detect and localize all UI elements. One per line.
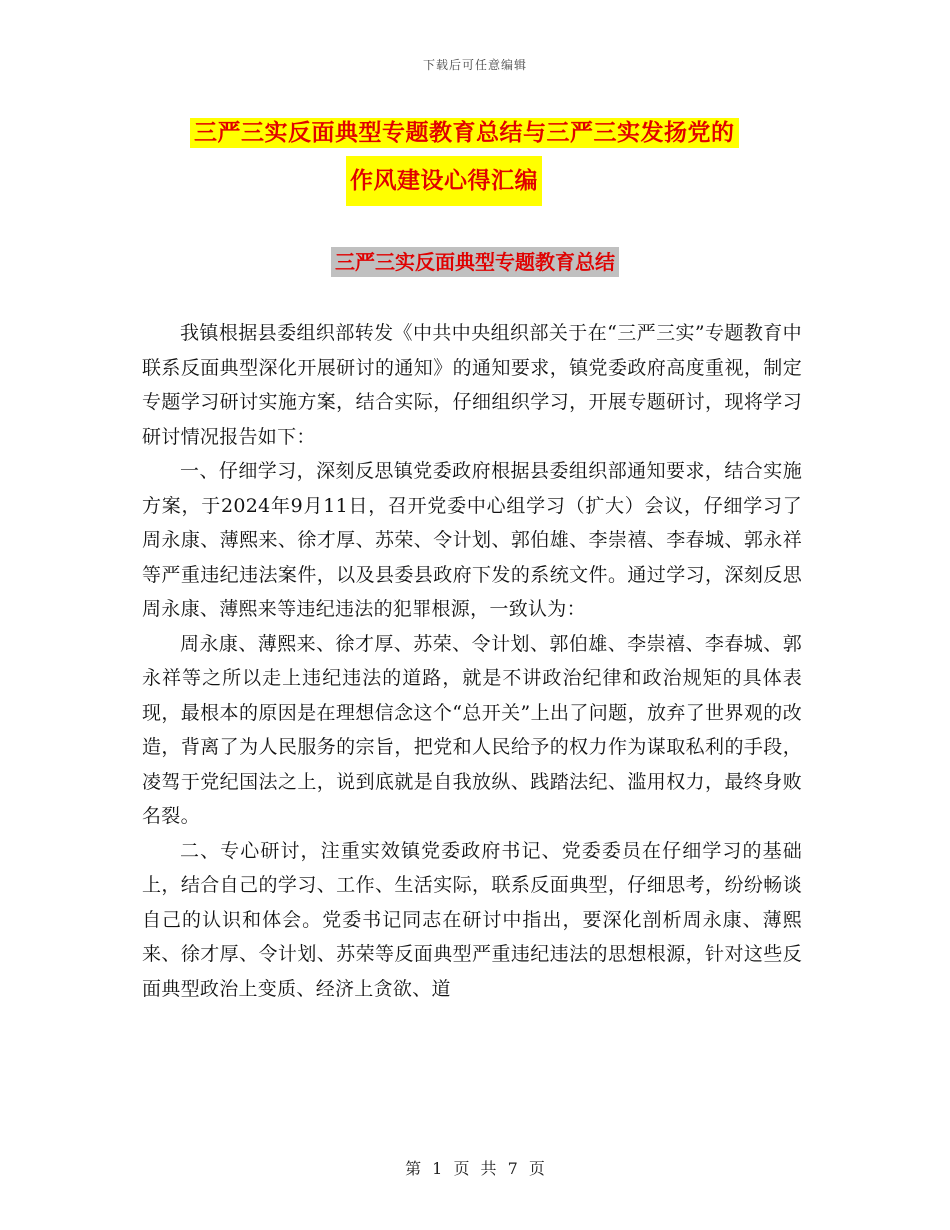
page-footer: 第 1 页 共 7 页 [405,1159,545,1178]
main-title-line-2: 作风建设心得汇编 [346,156,542,206]
page-header: 下载后可任意编辑 [422,58,527,72]
section-title [0,246,950,275]
main-title-line-1: 三严三实反面典型专题教育总结与三严三实发扬党的 [190,118,739,148]
paragraph: 我镇根据县委组织部转发《中共中央组织部关于在“三严三实”专题教育中联系反面典型深化开展研讨的通知》的通知要求，镇党委政府高度重视，制定专题学习研讨实施方案，结合实际，仔细组织学习，开展专题研讨，现将学习研讨情况报告如下： [142,322,802,448]
body-text [142,316,802,1006]
paragraph: 一、仔细学习，深刻反思镇党委政府根据县委组织部通知要求，结合实施方案，于2024年9月11日，召开党委中心组学习（扩大）会议，仔细学习了周永康、薄熙来、徐才厚、苏荣、令计划、郭伯雄、李崇禧、李春城、郭永祥等严重违纪违法案件，以及县委县政府下发的系统文件。通过学习，深刻反思周永康、薄熙来等违纪违法的犯罪根源，一致认为： [142,460,802,620]
paragraph: 二、专心研讨，注重实效镇党委政府书记、党委委员在仔细学习的基础上，结合自己的学习、工作、生活实际，联系反面典型，仔细思考，纷纷畅谈自己的认识和体会。党委书记同志在研讨中指出，要深化剖析周永康、薄熙来、徐才厚、令计划、苏荣等反面典型严重违纪违法的思想根源，针对这些反面典型政治上变质、经济上贪欲、道 [142,839,802,1000]
main-title [190,110,830,206]
section-title-text: 三严三实反面典型专题教育总结 [331,247,619,277]
paragraph: 周永康、薄熙来、徐才厚、苏荣、令计划、郭伯雄、李崇禧、李春城、郭永祥等之所以走上违纪违法的道路，就是不讲政治纪律和政治规矩的具体表现，最根本的原因是在理想信念这个“总开关”上出了问题，放弃了世界观的改造，背离了为人民服务的宗旨，把党和人民给予的权力作为谋取私利的手段，凌驾于党纪国法之上，说到底就是自我放纵、践踏法纪、滥用权力，最终身败名裂。 [142,632,802,827]
